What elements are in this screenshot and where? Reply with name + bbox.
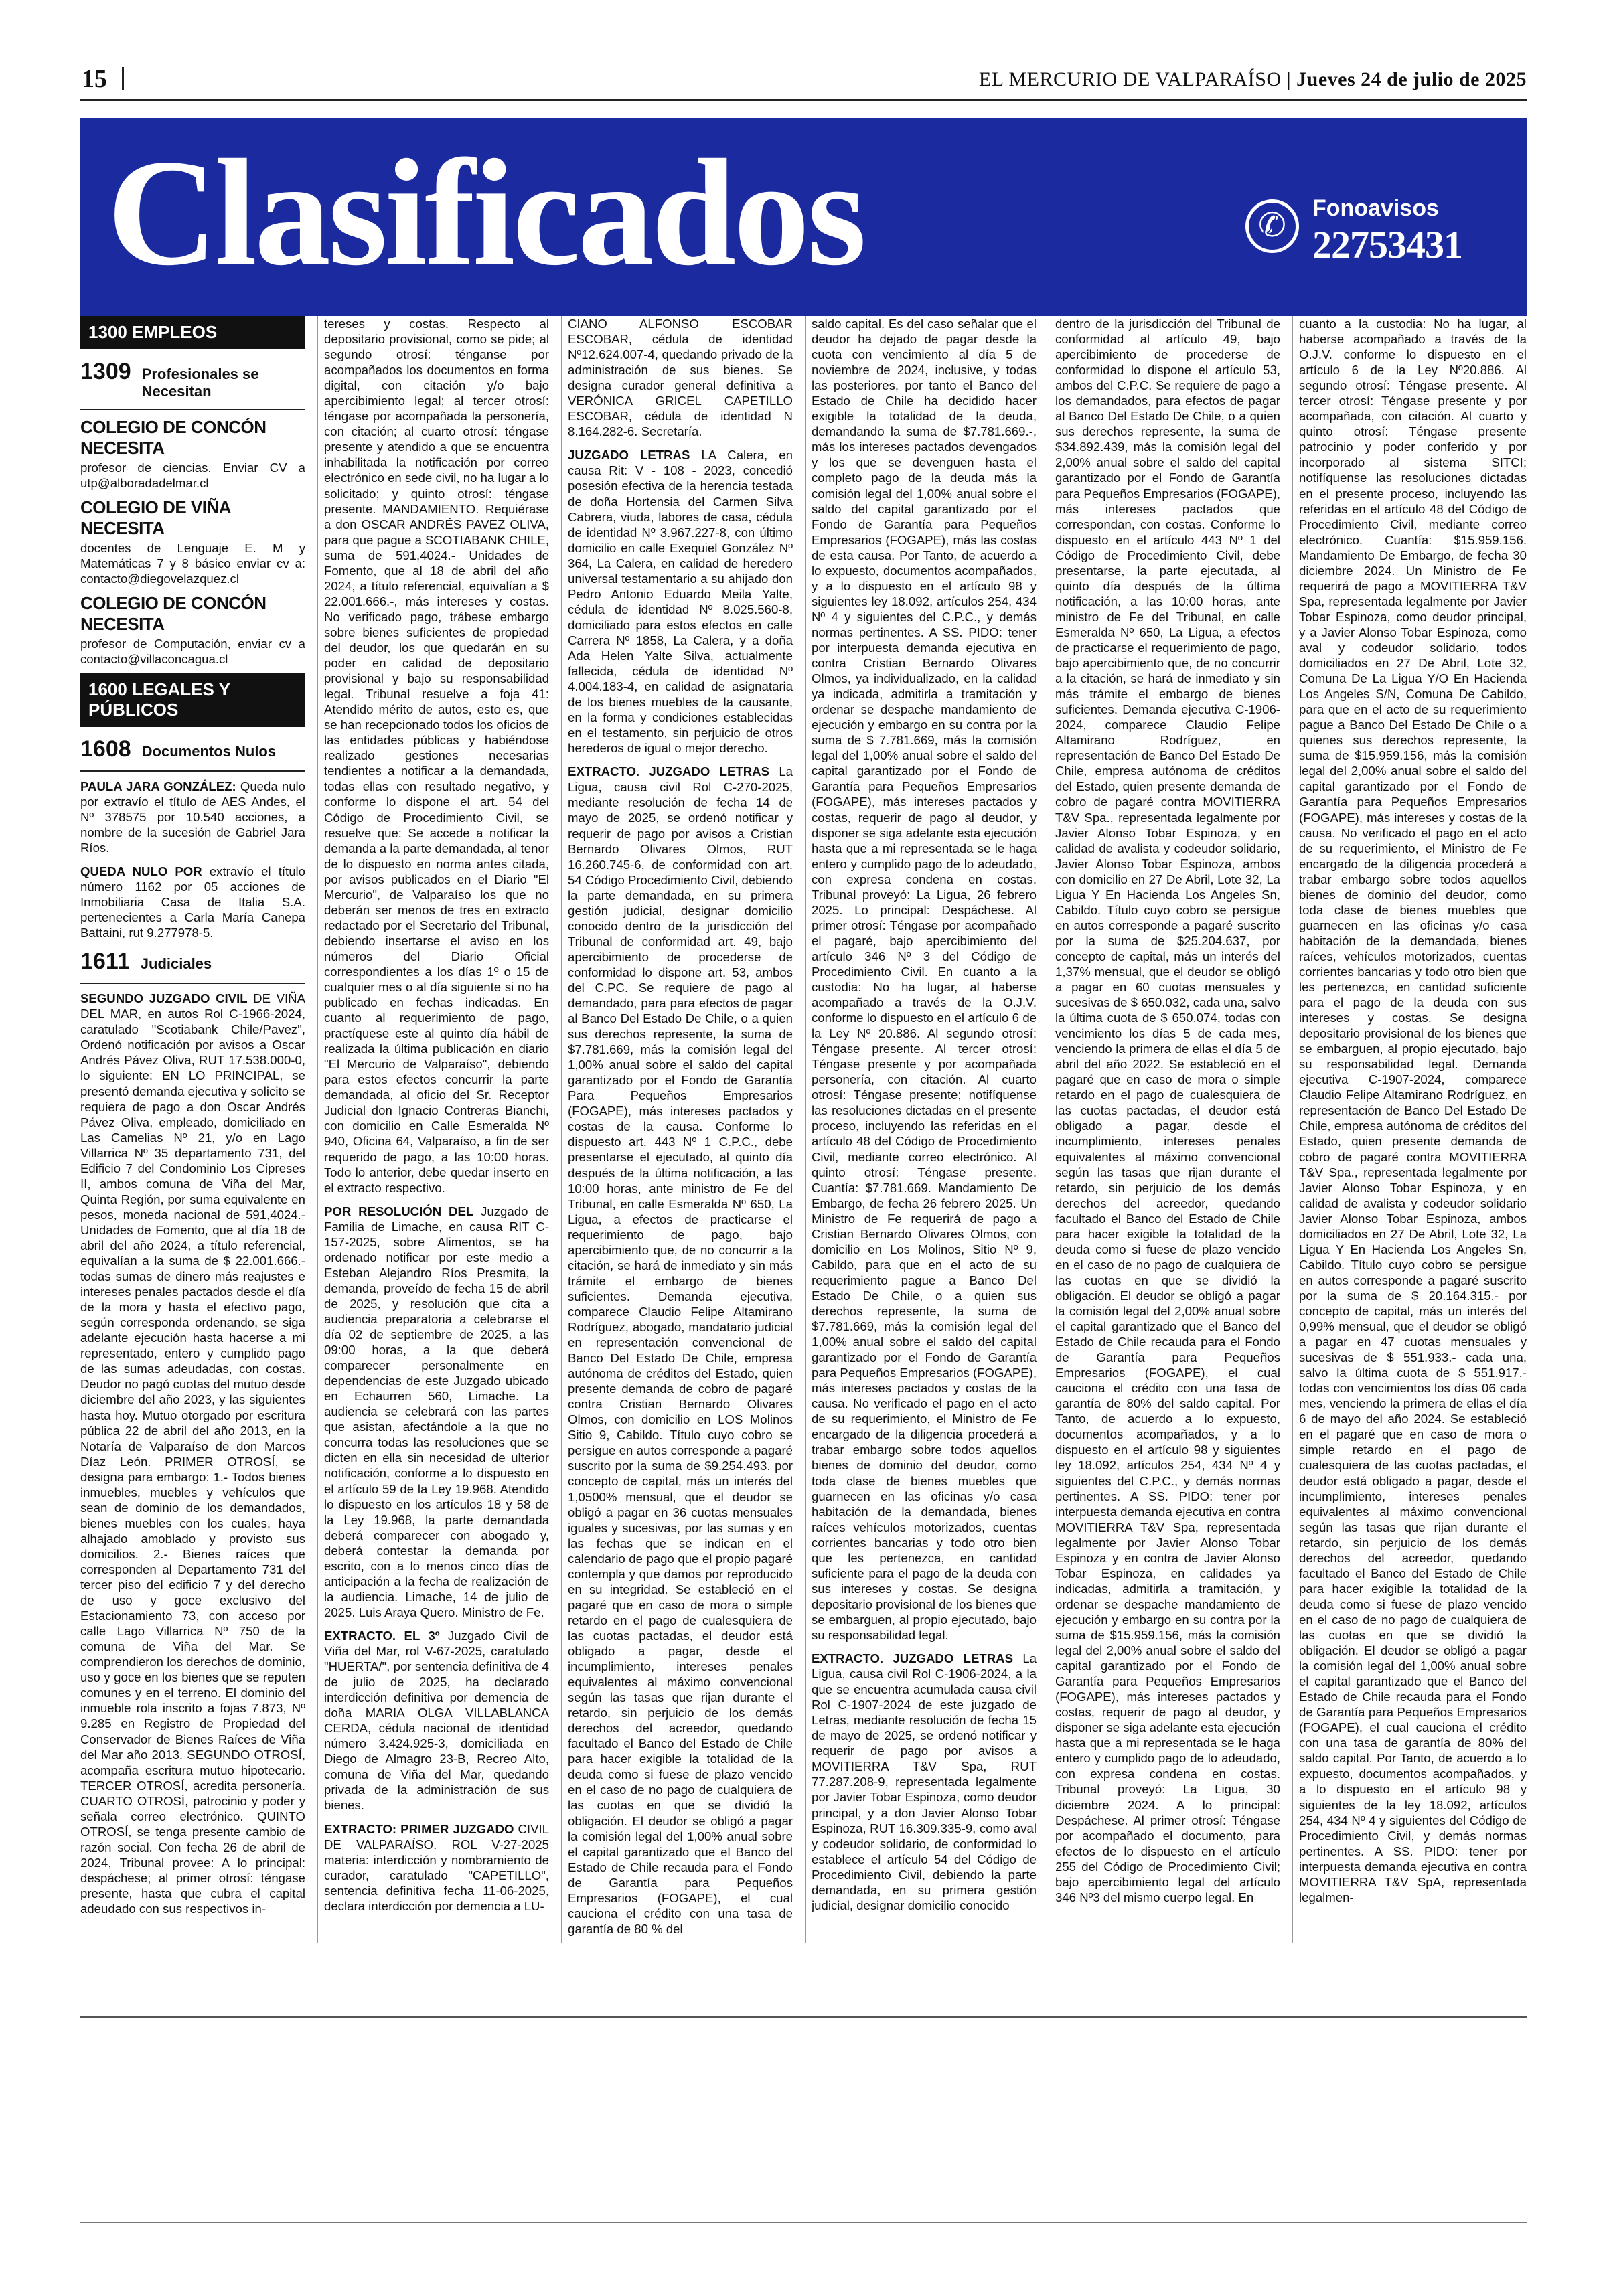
column-5 (1055, 316, 1280, 1943)
section-empleos: 1300 EMPLEOS (80, 316, 305, 349)
page-header (80, 62, 1527, 101)
notice: saldo capital. Es del caso señalar que el deudor ha dejado de pagar desde la cuota con vencimiento al día 5 de noviembre de 2024, inclusive, y todas las posteriores, por tanto el Banco del Estado de Chile ha decidido hacer exigible la totalidad de la deuda, demandando la suma de $7.781.669.-, más los intereses pactados devengados y los que se devenguen hasta el completo pago de la deuda más la comisión legal del 1,00% anual sobre el saldo del capital garantizado por el Fondo de Garantía para Pequeños Empresarios (FOGAPE), más las costas de esta causa. Por Tanto, de acuerdo a lo expuesto, documentos acompañados, y a lo dispuesto en el artículo 98 y siguientes ley 18.092, artículos 254, 434 Nº 4 y siguientes del C.P.C., y demás normas pertinentes. A SS. PIDO: tener por interpuesta demanda ejecutiva en contra Cristian Bernardo Olivares Olmos, ya individualizado, en la calidad ya indicada, admitirla a tramitación y ordenar se despache mandamiento de ejecución y embargo en su contra por la suma de $ 7.781.669, más la comisión legal del 1,00% anual sobre el saldo del capital garantizado por el Fondo de Garantía para Pequeños Empresarios (FOGAPE), más intereses pactados y costas, requerir de pago al deudor, y disponer se siga adelante esta ejecución hasta que a mi representada se le haga entero y cumplido pago de lo adeudado, con expresa condena en costas. Tribunal proveyó: La Ligua, 26 febrero 2025. Lo principal: Despáchese. Al primer otrosí: Téngase por acompañado el pagaré, bajo apercibimiento del artículo 346 Nº 3 del Código de Procedimiento Civil. En cuanto a la custodia: No ha lugar, al haberse acompañado a través de la O.J.V. conforme lo dispuesto en el artículo 6 de la Ley Nº 20.886. Al segundo otrosí: Téngase presente. Al tercer otrosí: Téngase presente y por acompañada personería, con citación. Al cuarto otrosí: Téngase presente; notifíquense las resoluciones dictadas en el presente proceso, incluyendo las referidas en el artículo 48 del Código de Procedimiento Civil, mediante correo electrónico. Al quinto otrosí: Téngase presente. Cuantía: $7.781.669. Mandamiento De Embargo, de fecha 26 febrero 2025. Un Ministro de Fe requerirá de pago a Cristian Bernardo Olivares Olmos, con domicilio en Los Molinos, Sitio Nº 9, Cabildo, para que en el acto de su requerimiento pague a Banco Del Estado De Chile, o a quien sus derechos represente, la suma de $7.781.669, más la comisión legal del 1,00% anual sobre el saldo del capital garantizado por el Fondo de Garantía para Pequeños Empresarios (FOGAPE), más intereses pactados y costas de la causa. No verificado el pago en el acto de su requerimiento, el Ministro de Fe encargado de la diligencia procederá a trabar embargo sobre todos aquellos bienes de dominio del deudor, como toda clase de bienes muebles que guarnecen en las oficinas y/o casa habitación de la demandada, bienes raíces vehículos motorizados, cuentas corrientes bancarias y todo otro bien que les pertenezca, en cantidad suficiente para el pago de la deuda con sus intereses y costas. Se designa depositario provisional de los bienes que se embarguen, al propio ejecutado, bajo su responsabilidad legal. (812, 317, 1037, 1642)
fonoavisos-box (1245, 191, 1500, 278)
subsection-number: 1309 (80, 358, 131, 384)
subsection-judiciales (80, 949, 305, 975)
subsection-label: Documentos Nulos (141, 742, 277, 760)
section-legales: 1600 LEGALES Y PÚBLICOS (80, 673, 305, 727)
subsection-documentos (80, 736, 305, 762)
column-3 (568, 316, 793, 1943)
divider (80, 409, 305, 410)
divider (80, 770, 305, 772)
issue-date: Jueves 24 de julio de 2025 (1296, 68, 1527, 90)
column-rule (1292, 316, 1293, 1943)
notice: tereses y costas. Respecto al depositario provisional, como se pide; al segundo otrosí: ténganse por acompañados los documentos en forma digital, con citación y/o bajo apercibimiento legal; al tercer otrosí: téngase por acompañada la personería, con citación; al cuarto otrosí: téngase presente y atendido a que se encuentra inhabilitada la notificación por correo electrónico en sede civil, no ha lugar a lo solicitado; y quinto otrosí: téngase presente. MANDAMIENTO. Requiérase a don OSCAR ANDRÉS PAVEZ OLIVA, para que pague a SCOTIABANK CHILE, suma de 591,4024.- Unidades de Fomento, que al 18 de abril del año 2024, a título referencial, equivalían a $ 22.001.666.-, más intereses y costas. No verificado pago, trábese embargo sobre bienes suficientes de propiedad del deudor, los que quedarán en su poder en calidad de depositario provisional y bajo su responsabilidad legal. Tribunal resuelve a foja 41: Atendido mérito de autos, esto es, que se han recepcionado todos los oficios de las entidades públicas y habiéndose realizado gestiones necesarias tendientes a notificar a la demandada, todas ellas con resultado negativo, y conforme lo dispone el art. 54 del Código de Procedimiento Civil, se resuelve que: Se accede a notificar la demanda a la parte demandada, al tenor de lo dispuesto en norma antes citada, por avisos publicados en el Diario "El Mercurio", de Valparaíso los que no deberán ser menos de tres en extracto redactado por el Secretario del Tribunal, debiendo insertarse el aviso en los números del Diario Oficial correspondientes a los días 1º o 15 de cualquier mes o al día siguiente si no ha publicado en fechas indicadas. En cuanto al requerimiento de pago, practíquese este al quinto día hábil de realizada la última publicación en diario "El Mercurio de Valparaíso", debiendo para estos efectos concurrir la parte demandada, al oficio del Sr. Receptor Judicial don Ignacio Contreras Bianchi, con domicilio en Calle Esmeralda Nº 940, Oficina 64, Valparaíso, a fin de ser requerido de pago, a las 10:00 horas. Todo lo anterior, debe quedar inserto en el extracto respectivo. (324, 317, 549, 1195)
banner-title: Clasificados (107, 129, 864, 297)
notice: cuanto a la custodia: No ha lugar, al haberse acompañado a través de la O.J.V. conforme lo dispuesto en el artículo 6 de la Ley Nº20.886. Al segundo otrosí: Téngase presente. Al tercer otrosí: Téngase presente y por acompañada, con citación. Al cuarto y quinto otrosí: Téngase presente patrocinio y poder conferido y por incorporado al sistema SITCI; notifíquense las resoluciones dictadas en el presente proceso, incluyendo las referidas en el artículo 48 del Código de Procedimiento Civil, mediante correo electrónico. Cuantía: $15.959.156. Mandamiento De Embargo, de fecha 30 diciembre 2024. Un Ministro de Fe requerirá de pago a MOVITIERRA T&V Spa, representada legalmente por Javier Tobar Espinoza, como deudor principal, y a Javier Alonso Tobar Espinoza, como aval y codeudor solidario, todos domiciliados en 27 De Abril, Lote 32, Comuna De La Ligua Y/O En Hacienda Los Angeles S/N, Comuna De Cabildo, para que en el acto de su requerimiento pague a Banco Del Estado De Chile o a quienes sus derechos represente, la suma de $15.959.156, más la comisión legal del 2,00% anual sobre el saldo del capital garantizado por el Fondo de Garantía para Pequeños Empresarios (FOGAPE), más intereses y costas de la causa. No verificado el pago en el acto de su requerimiento, el Ministro de Fe encargado de la diligencia procederá a trabar embargo sobre todos aquellos bienes de dominio del deudor, como toda clase de bienes muebles que guarnecen en las oficinas y/o casa habitación de la demandada, bienes raíces, vehículos motorizados, cuentas corrientes bancarias y todo otro bien que les pertenezca, en cantidad suficiente para el pago de la deuda con sus intereses y costas. Se designa depositario provisional de los bienes que se embarguen, al propio ejecutado, bajo su responsabilidad legal. Demanda ejecutiva C-1907-2024, comparece Claudio Felipe Altamirano Rodríguez, en representación de Banco Del Estado De Chile, empresa autónoma de créditos del Estado, quien presente demanda de cobro de pagaré contra MOVITIERRA T&V Spa., representada legalmente por Javier Alonso Tobar Espinoza, y en calidad de avalista y codeudor solidario Javier Alonso Tobar Espinoza, ambos domiciliados en 27 De Abril, Lote 32, La Ligua Y En Hacienda Los Angeles Sn, Cabildo. Título cuyo cobro se persigue en autos corresponde a pagaré suscrito por la suma de $ 20.164.315.- por concepto de capital, más un interés del 0,99% mensual, que el deudor se obligó a pagar en 47 cuotas mensuales y sucesivas de $ 551.933.- cada una, salvo la última cuota de $ 551.917.- todas con vencimientos los días 06 cada mes, venciendo la primera de ellas el día 6 de mayo del año 2024. Se estableció en el pagaré que en caso de mora o simple retardo en el pago de cualesquiera de las cuotas pactadas, el deudor está obligado a pagar, desde el incumplimiento, intereses penales equivalentes al máximo convencional según las tasas que rijan durante el retardo, sin perjuicio de los demás derechos del acreedor, quedando facultado el Banco del Estado de Chile para hacer exigible la totalidad de la deuda como si fuese de plazo vencido en el caso de no pago de cualquiera de las cuotas en que se dividió la obligación. El deudor se obligó a pagar la comisión legal del 1,00% anual sobre el capital garantizado que el Banco del Estado de Chile recauda para el Fondo de Garantía para Pequeños Empresarios (FOGAPE), el cual cauciona el crédito con una tasa de garantía de 80% del saldo capital. Por Tanto, de acuerdo a lo expuesto, documentos acompañados, y a lo dispuesto en el artículo 98 y siguientes de la ley 18.092, artículos 254, 434 Nº 4 y siguientes del Código de Procedimiento Civil, y demás normas pertinentes. A SS. PIDO: tener por interpuesta demanda ejecutiva en contra MOVITIERRA T&V SpA, representada legalmen- (1299, 317, 1527, 1904)
ad-heading: COLEGIO DE VIÑA NECESITA (80, 497, 231, 538)
notice: EXTRACTO. JUZGADO LETRAS La Ligua, causa civil Rol C-1906-2024, a la que se encuentra acumulada causa civil Rol C-1907-2024 de este juzgado de Letras, mediante resolución de fecha 15 de mayo de 2025, se ordenó notificar y requerir de pago por avisos a MOVITIERRA T&V Spa, RUT 77.287.208-9, representada legalmente por Javier Tobar Espinoza, como deudor principal, y a don Javier Alonso Tobar Espinoza, RUT 16.309.335-9, como aval y codeudor solidario, de conformidad lo establece el artículo 54 del Código de Procedimiento Civil, debiendo la parte demandada, en su primera gestión judicial, designar domicilio conocido (812, 1651, 1037, 1912)
divider (80, 983, 305, 984)
notice: EXTRACTO. JUZGADO LETRAS La Ligua, causa civil Rol C-270-2025, mediante resolución de fecha 14 de mayo de 2025, se ordenó notificar y requerir de pago por avisos a Cristian Bernardo Olivares Olmos, RUT 16.260.745-6, de conformidad con art. 54 Código Procedimiento Civil, debiendo la parte demandada, en su primera gestión judicial, designar domicilio conocido dentro de la jurisdicción del Tribunal de conformidad art. 49, bajo apercibimiento de procederse de conformidad lo dispone art. 53, ambos del C.PC. Se requiere de pago al demandado, para para efectos de pagar al Banco Del Estado De Chile, o a quien sus derechos represente, la suma de $7.781.669, más la comisión legal del 1,00% anual sobre el saldo del capital garantizado por el Fondo de Garantía Para Pequeños Empresarios (FOGAPE), más intereses pactados y costas de la causa. Conforme lo dispuesto art. 443 Nº 1 C.P.C., debe presentarse el ejecutado, al quinto día después de la última notificación, a las 10:00 horas, ante ministro de Fe del Tribunal, en calle Esmeralda Nº 650, La Ligua, a efectos de practicarse el requerimiento de pago, bajo apercibimiento que, de no concurrir a la citación, se hará de inmediato y sin más trámite el embargo de bienes suficientes. Demanda ejecutiva, comparece Claudio Felipe Altamirano Rodríguez, abogado, mandatario judicial en representación convencional de Banco Del Estado De Chile, empresa autónoma de créditos del Estado, quien presente demanda de cobro de pagaré contra Cristian Bernardo Olivares Olmos, con domicilio en LOS Molinos Sitio 9, Cabildo. Título cuyo cobro se persigue en autos corresponde a pagaré suscrito por la suma de $9.254.493. por concepto de capital, más un interés del 1,0500% mensual, que el deudor se obligó a pagar en 36 cuotas mensuales iguales y sucesivas, por las sumas y en las fechas que se indican en el calendario de pago que el propio pagaré contempla y que damos por reproducido en su integridad. Se estableció en el pagaré que en caso de mora o simple retardo en el pago de cualesquiera de las cuotas pactadas, el deudor está obligado a pagar, desde el incumplimiento, intereses penales equivalentes al máximo convencional según las tasas que rijan durante el retardo, sin perjuicio de los demás derechos del acreedor, quedando facultado el Banco del Estado de Chile para hacer exigible la totalidad de la deuda como si fuese de plazo vencido en el caso de no pago de cualquiera de las cuotas en que se dividió la obligación. El deudor se obligó a pagar la comisión legal del 1,00% anual sobre el capital garantizado que el Banco del Estado de Chile recauda para el Fondo de Garantía para Pequeños Empresarios (FOGAPE), el cual cauciona el crédito con una tasa de garantía de 80 % del (568, 764, 793, 1936)
column-rule (805, 316, 806, 1943)
phone-label: Fonoavisos (1312, 195, 1439, 221)
notice: dentro de la jurisdicción del Tribunal de conformidad al artículo 49, bajo apercibimiento de procederse de conformidad lo dispone el artículo 53, ambos del C.P.C. Se requiere de pago a los demandados, para efectos de pagar al Banco Del Estado De Chile, o a quien sus derechos represente, la suma de $34.892.439, más la comisión legal del 2,00% anual sobre el saldo del capital garantizado por el Fondo de Garantía para Pequeños Empresarios (FOGAPE), más intereses pactados que correspondan, con costas. Conforme lo dispuesto en el artículo 443 Nº 1 del Código de Procedimiento Civil, debe presentarse, la parte ejecutada, al quinto día después de la última notificación, a las 10:00 horas, ante ministro de Fe del Tribunal, en calle Esmeralda Nº 650, La Ligua, a efectos de practicarse el requerimiento de pago, bajo apercibimiento que, de no concurrir a la citación, se hará de inmediato y sin más trámite el embargo de bienes suficientes. Demanda ejecutiva C-1906-2024, comparece Claudio Felipe Altamirano Rodríguez, en representación de Banco Del Estado De Chile, empresa autónoma de créditos del Estado, quien presente demanda de cobro de pagaré contra MOVITIERRA T&V Spa., representada legalmente por Javier Alonso Tobar Espinoza, y en calidad de avalista y codeudor solidario, Javier Alonso Tobar Espinoza, ambos con domicilio en 27 De Abril, Lote 32, La Ligua Y En Hacienda Los Angeles Sn, Cabildo. Título cuyo cobro se persigue en autos corresponde a pagaré suscrito por la suma de $25.204.637, por concepto de capital, más un interés del 1,37% mensual, que el deudor se obligó a pagar en 60 cuotas mensuales y sucesivas de $ 650.032, cada una, salvo la última cuota de $ 650.074, todas con vencimiento los días 5 de cada mes, venciendo la primera de ellas el día 5 de abril del año 2022. Se estableció en el pagaré que en caso de mora o simple retardo en el pago de cualesquiera de las cuotas pactadas, el deudor está obligado a pagar, desde el incumplimiento, intereses penales equivalentes al máximo convencional según las tasas que rijan durante el retardo, sin perjuicio de los demás derechos del acreedor, quedando facultado el Banco del Estado de Chile para hacer exigible la totalidad de la deuda como si fuese de plazo vencido en el caso de no pago de cualquiera de las cuotas en que se dividió la obligación. El deudor se obligó a pagar la comisión legal del 2,00% anual sobre el capital garantizado que el Banco del Estado de Chile recauda para el Fondo de Garantía para Pequeños Empresarios (FOGAPE), el cual cauciona el crédito con una tasa de garantía de 80% del saldo capital. Por Tanto, de acuerdo a lo expuesto, documentos acompañados, y a lo dispuesto en el artículo 98 y siguientes ley 18.092, artículos 254, 434 Nº 4 y siguientes del C.P.C., y demás normas pertinentes. A SS. PIDO: tener por interpuesta demanda ejecutiva en contra MOVITIERRA T&V Spa, representada legalmente por Javier Alonso Tobar Espinoza y en contra de Javier Alonso Tobar Espinoza, en calidades ya indicadas, admitirla a tramitación, y ordenar se despache mandamiento de ejecución y embargo en su contra por la suma de $15.959.156, más la comisión legal del 2,00% anual sobre el saldo del capital garantizado por el Fondo de Garantía para Pequeños Empresarios (FOGAPE), más intereses pactados y costas, requerir de pago al deudor, y disponer se siga adelante esta ejecución hasta que a mi representada se le haga entero y cumplido pago de lo adeudado, con expresa condena en costas. Tribunal proveyó: La Ligua, 30 diciembre 2024. A lo principal: Despáchese. Al primer otrosí: Téngase por acompañado el documento, para efectos de lo dispuesto en el artículo 255 del Código de Procedimiento Civil; bajo apercibimiento legal del artículo 346 Nº3 del mismo cuerpo legal. En (1055, 317, 1280, 1904)
ad-heading: COLEGIO DE CONCÓN NECESITA (80, 416, 266, 458)
section-banner (80, 118, 1527, 316)
subsection-number: 1611 (80, 949, 130, 975)
notice: POR RESOLUCIÓN DEL Juzgado de Familia de Limache, en causa RIT C-157-2025, sobre Alimentos, se ha ordenado notificar por este medio a Esteban Alejandro Ríos Presmita, la demanda, proveído de fecha 15 de abril de 2025, y resolución que cita a audiencia preparatoria a celebrarse el día 02 de septiembre de 2025, a las 09:00 horas, a la que deberá comparecer personalmente en dependencias de este Juzgado ubicado en Echaurren 560, Limache. La audiencia se celebrará con las partes que asistan, afectándole a la que no concurra todas las resoluciones que se dicten en ella sin necesidad de ulterior notificación, conforme a lo dispuesto en el artículo 59 de la Ley 19.968. Atendido lo dispuesto en los artículos 18 y 58 de la Ley 19.968, la parte demandada deberá comparecer con abogado y, deberá contestar la demanda por escrito, con a lo menos cinco días de anticipación a la fecha de realización de la audiencia. Limache, 14 de julio de 2025. Luis Araya Quero. Ministro de Fe. (324, 1204, 549, 1619)
ad-heading: COLEGIO DE CONCÓN NECESITA (80, 592, 266, 634)
classifieds-content (80, 316, 1527, 1955)
notice: CIANO ALFONSO ESCOBAR ESCOBAR, cédula de identidad Nº12.624.007-4, quedando privado de la administración de sus bienes. Se designa curador general definitiva a VERÓNICA GRICEL CAPETILLO ESCOBAR, cédula de identidad N 8.164.282-6. Secretaría. (568, 317, 793, 439)
column-6 (1299, 316, 1527, 1943)
subsection-label: Profesionales se Necesitan (141, 365, 259, 400)
column-4 (812, 316, 1037, 1943)
column-1 (80, 316, 305, 1943)
notice: PAULA JARA GONZÁLEZ: Queda nulo por extravío el título de AES Andes, el Nº 378575 por 10.540 acciones, a nombre de la sucesión de Gabriel Jara Ríos. (80, 778, 305, 855)
page-number: 15 (82, 65, 107, 93)
subsection-number: 1608 (80, 736, 131, 762)
column-rule (317, 316, 318, 1943)
bottom-rule (80, 2016, 1527, 2018)
phone-number: 22753431 (1312, 223, 1462, 266)
column-rule (561, 316, 562, 1943)
notice: SEGUNDO JUZGADO CIVIL DE VIÑA DEL MAR, en autos Rol C-1966-2024, caratulado "Scotiabank Chile/Pavez", Ordenó notificación por avisos a Oscar Andrés Pávez Oliva, RUT 17.538.000-0, lo siguiente: EN LO PRINCIPAL, se presentó demanda ejecutiva y solicito se requiera de pago a don Oscar Andrés Pávez Oliva, empleado, domiciliado en Las Camelias Nº 21, y/o en Lago Villarrica Nº 35 departamento 731, del Edificio 7 del Condominio Los Cipreses II, ambos comuna de Viña del Mar, Quinta Región, por suma equivalente en pesos, moneda nacional de 591,4024.- Unidades de Fomento, que al día 18 de abril del año 2024, a título referencial, equivalían a la suma de $ 22.001.666.- todas sumas de dinero más reajustes e intereses penales pactados desde el día de la mora y hasta el efectivo pago, según corresponda ordenando, se siga adelante ejecución hasta hacerse a mi representado, entero y cumplido pago de las sumas adeudadas, con costas. Deudor no pagó cuotas del mutuo desde diciembre del año 2023, y las siguientes hasta hoy. Mutuo otorgado por escritura pública 22 de abril del año 2013, en la Notaría de Valparaíso de don Marcos Díaz León. PRIMER OTROSÍ, se designa para embargo: 1.- Todos bienes inmuebles, muebles y vehículos que sean de dominio de los demandados, bienes muebles con los cuales, haya alhajado amoblado y provisto sus domicilios. 2.- Bienes raíces que corresponden al Departamento 731 del tercer piso del edificio 7 y del derecho de uso y goce exclusivo del Estacionamiento 73, con acceso por calle Lago Villarrica Nº 750 de la comuna de Viña del Mar. Se comprendieron los derechos de dominio, uso y goce en los bienes que se reputen comunes y en el terreno. El dominio del inmueble rola inscrito a fojas 7.873, Nº 9.285 en Registro de Propiedad del Conservador de Bienes Raíces de Viña del Mar año 2013. SEGUNDO OTROSÍ, acompaña escritura mutuo hipotecario. TERCER OTROSÍ, acredita personería. CUARTO OTROSÍ, patrocinio y poder y señala correo electrónico. QUINTO OTROSÍ, se tenga presente cambio de razón social. Con fecha 26 de abril de 2024, Tribunal provee: A lo principal: despáchese; al primer otrosí: téngase presente, hasta que cubra el capital adeudado con sus respectivos in- (80, 991, 305, 1916)
newspaper-name: EL MERCURIO DE VALPARAÍSO (978, 68, 1282, 90)
notice: EXTRACTO. EL 3º Juzgado Civil de Viña del Mar, rol V-67-2025, caratulado "HUERTA/", por sentencia definitiva de 4 de julio de 2025, ha declarado interdicción definitiva por demencia de doña MARIA OLGA VILLABLANCA CERDA, cédula nacional de identidad número 3.424.925-3, domiciliada en Diego de Almagro 23-B, Recreo Alto, comuna de Viña del Mar, quedando privada de la administración de sus bienes. (324, 1628, 549, 1813)
column-2 (324, 316, 549, 1943)
ad-text: profesor de ciencias. Enviar CV a utp@alboradadelmar.cl (80, 460, 305, 490)
ad-text: profesor de Computación, enviar cv a contacto@villaconcagua.cl (80, 636, 305, 666)
subsection-label: Judiciales (140, 955, 212, 973)
notice: EXTRACTO: PRIMER JUZGADO CIVIL DE VALPARAÍSO. ROL V-27-2025 materia: interdicción y nombramiento de curador, caratulado "CAPETILLO", sentencia definitiva fecha 11-06-2025, declara interdicción por demencia a LU- (324, 1821, 549, 1913)
notice: JUZGADO LETRAS LA Calera, en causa Rit: V - 108 - 2023, concedió posesión efectiva de la herencia testada de doña Hortensia del Carmen Silva Cabrera, viuda, labores de casa, cédula de identidad Nº 3.967.227-8, con último domicilio en calle Exequiel González Nº 364, La Calera, en calidad de heredero universal testamentario a su ahijado don Pedro Antonio Eduardo Meila Yalte, cédula de identidad Nº 8.025.560-8, domiciliado para estos efectos en calle Carrera Nº 1858, La Calera, y a doña Ada Helen Yalte Silva, actualmente fallecida, cédula de identidad Nº 4.004.183-4, en calidad de asignataria de los bienes muebles de la causante, en la forma y condiciones establecidas en el testamento, sin perjuicio de otros herederos de igual o mejor derecho. (568, 448, 793, 756)
masthead: EL MERCURIO DE VALPARAÍSO | Jueves 24 de julio de 2025 (978, 68, 1527, 90)
bottom-rule-secondary (80, 2222, 1527, 2223)
header-divider (122, 67, 124, 90)
notice: QUEDA NULO POR extravío el título número 1162 por 05 acciones de Inmobiliaria Casa de Italia S.A. pertenecientes a Carla María Canepa Battaini, rut 9.277978-5. (80, 864, 305, 940)
phone-icon: ✆ (1245, 199, 1299, 253)
subsection-profesionales (80, 359, 305, 401)
ad-text: docentes de Lenguaje E. M y Matemáticas 7 y 8 básico enviar cv a: contacto@diegovelazquez.cl (80, 540, 305, 586)
